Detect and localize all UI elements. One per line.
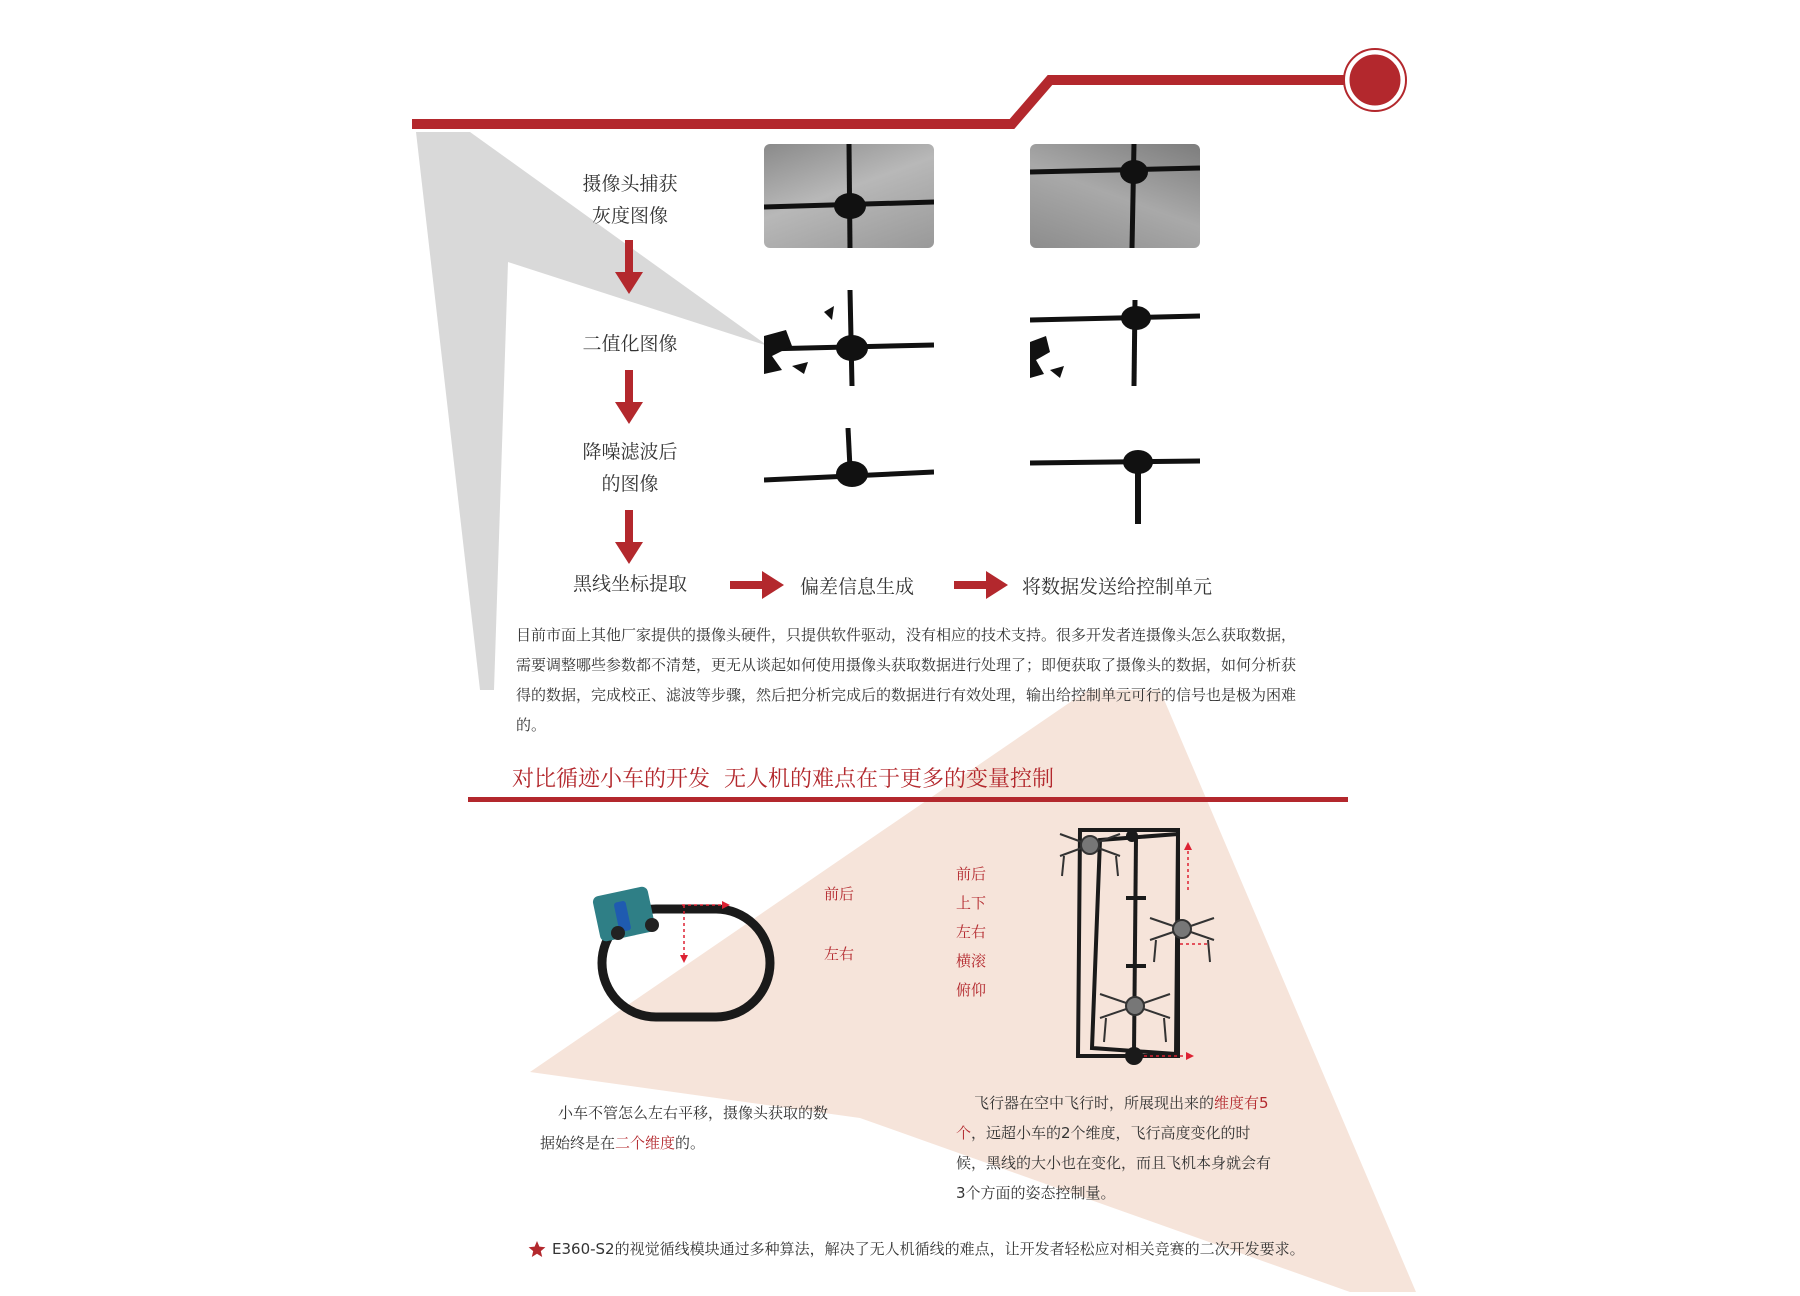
drone-dof-forward-back: 前后 — [956, 865, 987, 883]
drone-caption-highlight: 维度有5个 — [956, 1094, 1269, 1142]
header-decor-line — [0, 0, 1800, 150]
drone-dof-pitch: 俯仰 — [956, 981, 987, 999]
section-title: 对比循迹小车的开发 无人机的难点在于更多的变量控制 — [512, 767, 1054, 792]
binarized-image-2 — [1030, 290, 1200, 386]
arrow-right-icon — [730, 570, 786, 600]
car-dof-left-right: 左右 — [824, 945, 855, 963]
drone-caption-end: ，远超小车的2个维度，飞行高度变化的时候，黑线的大小也在变化，而且飞机本身就会有3个方面的姿态控制量。 — [956, 1124, 1272, 1202]
filtered-image-1 — [764, 428, 934, 524]
flow-send-to-controller: 将数据发送给控制单元 — [1022, 576, 1213, 598]
car-caption-text: 小车不管怎么左右平移，摄像头获取的数据始终是在 — [540, 1104, 829, 1152]
intro-paragraph: 目前市面上其他厂家提供的摄像头硬件，只提供软件驱动，没有相应的技术支持。很多开发者连摄像头怎么获取数据，需要调整哪些参数都不清楚，更无从谈起如何使用摄像头获取数据进行处理了；即便获取了摄像头的数据，如何分析获得的数据，完成校正、滤波等步骤，然后把分析完成后的数据进行有效处理，输出给控制单元可行的信号也是极为困难的。 — [516, 626, 1297, 734]
step-extract-coordinates: 黑线坐标提取 — [572, 573, 687, 595]
step-capture-grayscale: 摄像头捕获 灰度图像 — [582, 173, 678, 227]
drone-caption — [956, 1088, 1276, 1208]
star-icon — [528, 1240, 546, 1258]
grayscale-image-1 — [764, 144, 934, 248]
arrow-right-icon — [954, 570, 1010, 600]
section-divider — [468, 797, 1348, 802]
arrow-down-icon — [614, 510, 644, 566]
drone-dof-left-right: 左右 — [956, 923, 987, 941]
drone-track-illustration — [1040, 820, 1240, 1080]
drone-dof-up-down: 上下 — [956, 894, 987, 912]
car-track-illustration — [590, 885, 790, 1035]
arrow-down-icon — [614, 370, 644, 426]
binarized-image-1 — [764, 290, 934, 386]
car-dof-forward-back: 前后 — [824, 885, 855, 903]
car-caption — [540, 1098, 840, 1158]
flow-deviation-generation: 偏差信息生成 — [800, 576, 915, 598]
arrow-down-icon — [614, 240, 644, 296]
filtered-image-2 — [1030, 428, 1200, 524]
grayscale-image-2 — [1030, 144, 1200, 248]
car-caption-highlight: 二个维度 — [615, 1134, 676, 1152]
footnote-text: E360-S2的视觉循线模块通过多种算法，解决了无人机循线的难点，让开发者轻松应对相关竞赛的二次开发要求。 — [552, 1240, 1305, 1258]
car-caption-end: 的。 — [675, 1134, 706, 1152]
step-binarize: 二值化图像 — [582, 333, 678, 355]
drone-caption-text: 飞行器在空中飞行时，所展现出来的 — [974, 1094, 1215, 1112]
drone-dof-roll: 横滚 — [956, 952, 987, 970]
step-denoise-filter: 降噪滤波后 的图像 — [582, 441, 678, 495]
